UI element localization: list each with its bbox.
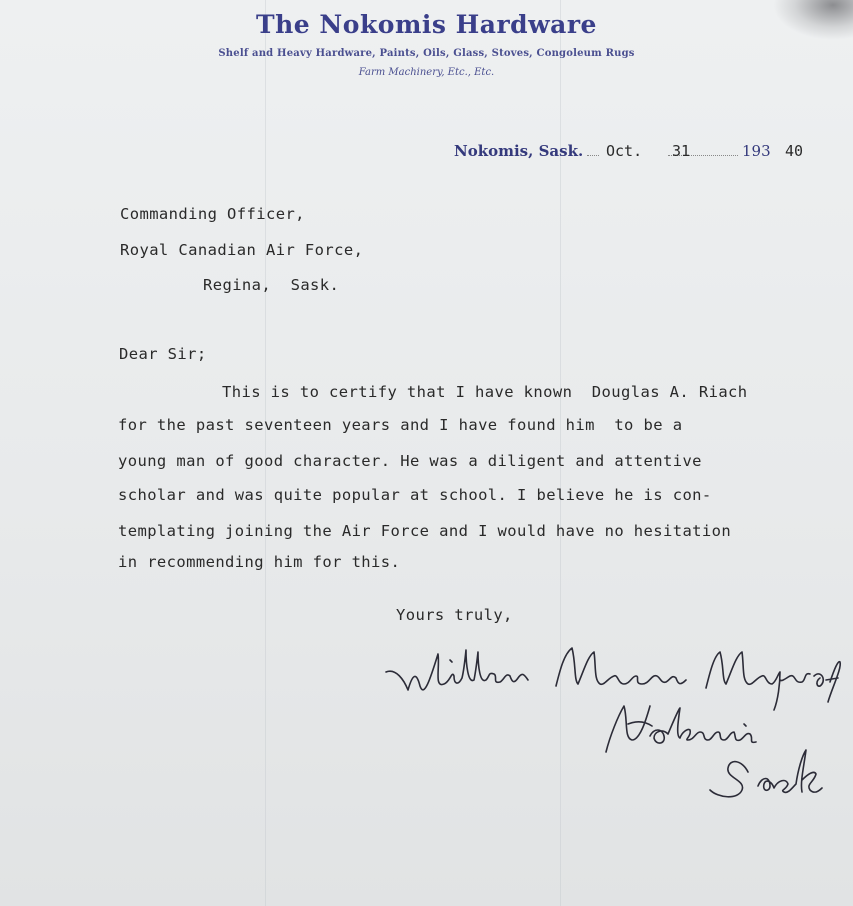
- dateline-year-suffix: 40: [785, 142, 804, 160]
- body-line: scholar and was quite popular at school. I believe he is con-: [118, 486, 712, 504]
- dateline-fill-line: [587, 155, 599, 156]
- address-line: Regina, Sask.: [203, 276, 340, 294]
- salutation: Dear Sir;: [119, 345, 207, 363]
- body-line: for the past seventeen years and I have found him to be a: [118, 416, 683, 434]
- dateline-year-prefix: 193: [742, 142, 771, 160]
- signature-drawing: [378, 640, 853, 810]
- dateline-month: Oct.: [606, 142, 643, 160]
- address-line: Commanding Officer,: [120, 205, 305, 223]
- letterhead-products-line: Shelf and Heavy Hardware, Paints, Oils, Glass, Stoves, Congoleum Rugs: [218, 48, 635, 59]
- letterhead-company-name: The Nokomis Hardware: [256, 10, 597, 39]
- body-line: in recommending him for this.: [118, 553, 401, 571]
- body-line: templating joining the Air Force and I would have no hesitation: [118, 522, 732, 540]
- dateline-day: 31: [672, 142, 691, 160]
- address-line: Royal Canadian Air Force,: [120, 241, 364, 259]
- handwritten-signature: [378, 640, 853, 810]
- closing: Yours truly,: [396, 606, 513, 624]
- body-line: young man of good character. He was a diligent and attentive: [118, 452, 702, 470]
- body-line: This is to certify that I have known Douglas A. Riach: [222, 383, 748, 401]
- letterhead-products-line-2: Farm Machinery, Etc., Etc.: [358, 67, 495, 78]
- dateline-place: Nokomis, Sask.: [454, 142, 584, 160]
